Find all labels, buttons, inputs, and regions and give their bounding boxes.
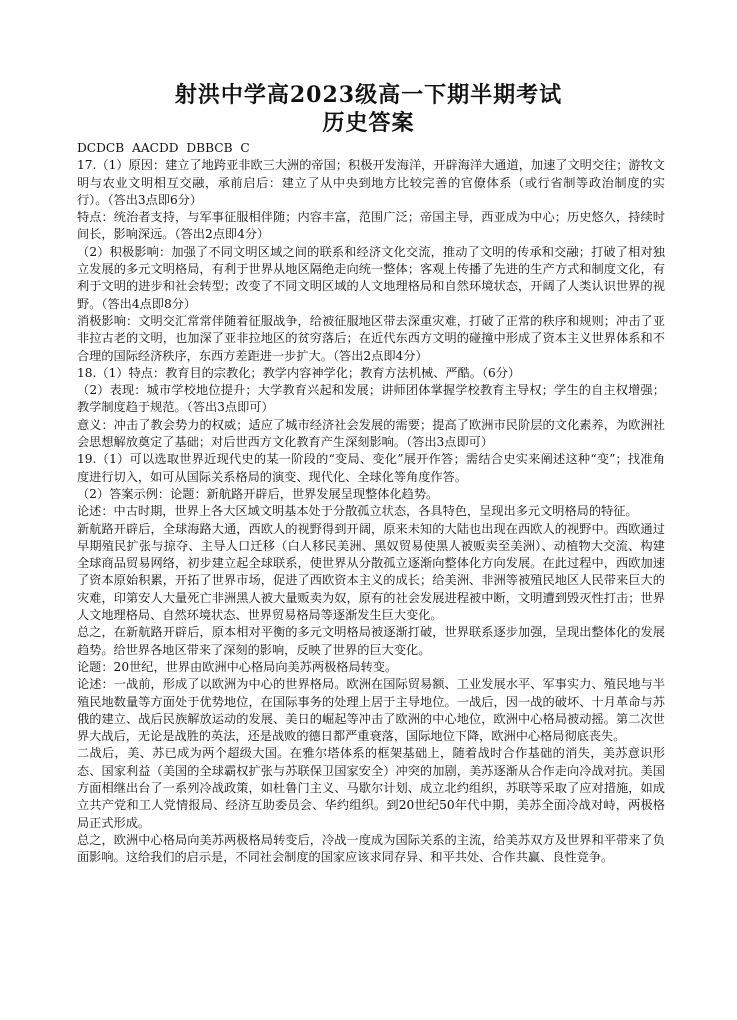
paragraph-q17-reasons: 17.（1）原因：建立了地跨亚非欧三大洲的帝国；积极开发海洋，开辟海洋大通道，加速了文明交往；游牧文明与农业文明相互交融，承前启后：建立了从中央到地方比较完善的官僚体系（或行省制等政治制度的实行）。（答出3点即6分） xyxy=(77,158,665,207)
paragraph-q19-argument-1: 论述：中古时期，世界上各大区域文明基本处于分散孤立状态，各具特色，呈现出多元文明格局的特征。 xyxy=(77,504,638,519)
exam-subtitle: 历史答案 xyxy=(322,110,415,136)
multiple-choice-answers: DCDCB AACDD DBBCB C xyxy=(77,141,250,155)
exam-title: 射洪中学高2023级高一下期半期考试 xyxy=(174,82,563,108)
paragraph-q19-conclusion-1: 总之，在新航路开辟后，原本相对平衡的多元文明格局被逐渐打破，世界联系逐步加强，呈现出整体化的发展趋势。给世界各地区带来了深刻的影响，反映了世界的巨大变化。 xyxy=(77,625,665,657)
paragraph-q19-example-thesis-1: （2）答案示例：论题：新航路开辟后，世界发展呈现整体化趋势。 xyxy=(77,486,439,501)
paragraph-q17-negative-impact: 消极影响：文明交汇常常伴随着征服战争，给被征服地区带去深重灾难，打破了正常的秩序和规则；冲击了亚非拉古老的文明，也加深了亚非拉地区的贫穷落后；在近代东西方文明的碰撞中形成了资本主义世界体系和不合理的国际经济秩序，东西方差距进一步扩大。（答出2点即4分） xyxy=(77,313,665,363)
paragraph-q19-guidance: 19.（1）可以选取世界近现代史的某一阶段的“变局、变化”展开作答；需结合史实来阐述这种“变”；找准角度进行切入，如可从国际关系格局的演变、现代化、全球化等角度作答。 xyxy=(77,452,665,484)
paragraph-q18-significance: 意义：冲击了教会势力的权威；适应了城市经济社会发展的需要；提高了欧洲市民阶层的文化素养，为欧洲社会思想解放奠定了基础；对后世西方文化教育产生深刻影响。（答出3点即可） xyxy=(77,417,665,450)
paragraph-q19-argument-2: 论述：一战前，形成了以欧洲为中心的世界格局。欧洲在国际贸易额、工业发展水平、军事实力、殖民地与半殖民地数量等方面处于优势地位，在国际事务的处理上居于主导地位。一战后，因一战的破坏、十月革命与苏俄的建立、战后民族解放运动的发展、美日的崛起等冲击了欧洲的中心地位，欧洲中心格局被动摇。第二次世界大战后，无论是战胜的英法，还是战败的德日都严重衰落，国际地位下降，欧洲中心格局彻底丧失。 xyxy=(77,677,665,744)
paragraph-q19-example-thesis-2: 论题：20世纪，世界由欧洲中心格局向美苏两极格局转变。 xyxy=(77,659,398,674)
answer-body xyxy=(77,140,665,866)
paragraph-q19-argument-2-detail: 二战后，美、苏已成为两个超级大国。在雅尔塔体系的框架基础上，随着战时合作基础的消失，美苏意识形态、国家利益（美国的全球霸权扩张与苏联保卫国家安全）冲突的加剧，美苏逐渐从合作走向冷战对抗。美国方面相继出台了一系列冷战政策，如杜鲁门主义、马歇尔计划、成立北约组织，苏联等采取了应对措施，如成立共产党和工人党情报局、经济互助委员会、华约组织。到20世纪50年代中期，美苏全面冷战对峙，两极格局正式形成。 xyxy=(77,746,665,830)
paragraph-q17-features: 特点：统治者支持，与军事征服相伴随；内容丰富，范围广泛；帝国主导，西亚成为中心；历史悠久，持续时间长，影响深远。（答出2点即4分） xyxy=(77,210,665,242)
paragraph-q19-conclusion-2: 总之，欧洲中心格局向美苏两极格局转变后，冷战一度成为国际关系的主流，给美苏双方及世界和平带来了负面影响。这给我们的启示是，不同社会制度的国家应该求同存异、和平共处、合作共赢、良性竞争。 xyxy=(77,832,665,865)
paragraph-q18-manifestations: （2）表现：城市学校地位提升；大学教育兴起和发展；讲师团体掌握学校教育主导权；学生的自主权增强；教学制度趋于规范。（答出3点即可） xyxy=(77,383,665,415)
paragraph-q19-argument-1-detail: 新航路开辟后，全球海路大通，西欧人的视野得到开阔，原来未知的大陆也出现在西欧人的视野中。西欧通过早期殖民扩张与掠夺、主导人口迁移（白人移民美洲、黑奴贸易使黑人被贩卖至美洲）、动植物大交流、构建全球商品贸易网络，初步建立起全球联系，使世界从分散孤立逐渐向整体化方向发展。在此过程中，西欧加速了资本原始积累，开拓了世界市场，促进了西欧资本主义的成长；给美洲、非洲等被殖民地区人民带来巨大的灾难，印第安人大量死亡非洲黑人被大量贩卖为奴，原有的社会发展进程被中断，文明遭到毁灭性打击；世界人文地理格局、自然环境状态、世界贸易格局等逐渐发生巨大变化。 xyxy=(77,521,665,623)
paragraph-q18-features: 18.（1）特点：教育目的宗教化；教学内容神学化；教育方法机械、严酷。（6分） xyxy=(77,365,521,380)
paragraph-q17-positive-impact: （2）积极影响：加强了不同文明区域之间的联系和经济文化交流，推动了文明的传承和交融；打破了相对独立发展的多元文明格局，有利于世界从地区隔绝走向统一整体；客观上传播了先进的生产方式和制度文化，有利于文明的进步和社会转型；改变了不同文明区域的人文地理格局和自然环境状态，开阔了人类认识世界的视野。（答出4点即8分） xyxy=(77,244,665,311)
